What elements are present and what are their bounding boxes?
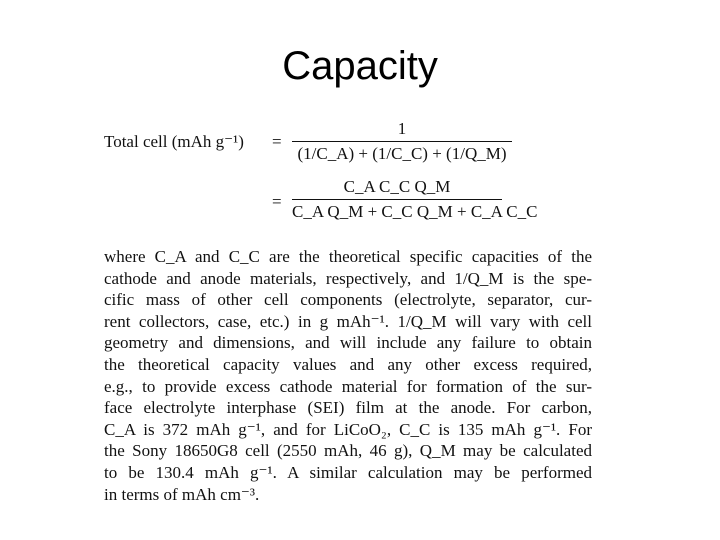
paragraph-line: geometry and dimensions, and will include any failure to obtain <box>104 333 592 353</box>
equals-sign: = <box>272 192 282 211</box>
fraction-bar <box>292 141 512 142</box>
fraction-numerator: 1 <box>397 119 407 138</box>
paragraph-line: in terms of mAh cm⁻³. <box>104 484 260 504</box>
equals-sign: = <box>272 132 282 151</box>
capacity-equation <box>104 118 604 230</box>
fraction-product-form <box>292 176 538 223</box>
paragraph-line: cathode and anode materials, respectively, and 1/Q_M is the spe- <box>104 268 592 288</box>
fraction-bar <box>292 199 502 200</box>
fraction-numerator: C_A C_C Q_M <box>343 177 451 196</box>
paragraph-line: rent collectors, case, etc.) in g mAh⁻¹. 1/Q_M will vary with cell <box>104 311 592 331</box>
paragraph-line: the theoretical capacity values and any other excess required, <box>104 354 592 374</box>
paragraph-line: e.g., to provide excess cathode material for formation of the sur- <box>104 376 592 396</box>
paragraph-line: cific mass of other cell components (electrolyte, separator, cur- <box>104 290 592 310</box>
paragraph-line: face electrolyte interphase (SEI) film at the anode. For carbon, <box>104 398 592 418</box>
explanation-paragraph <box>104 246 592 505</box>
paragraph-line: to be 130.4 mAh g⁻¹. A similar calculation may be performed <box>104 462 592 482</box>
fraction-reciprocal-sum <box>292 118 512 165</box>
paragraph-line: C_A is 372 mAh g⁻¹, and for LiCoO₂, C_C is 135 mAh g⁻¹. For <box>104 419 592 439</box>
slide-title: Capacity <box>282 44 438 88</box>
paragraph-line: where C_A and C_C are the theoretical specific capacities of the <box>104 247 592 266</box>
fraction-denominator: (1/C_A) + (1/C_C) + (1/Q_M) <box>297 144 507 163</box>
paragraph-line: the Sony 18650G8 cell (2550 mAh, 46 g), Q_M may be calculated <box>104 441 592 461</box>
equation-lhs: Total cell (mAh g⁻¹) <box>104 132 244 151</box>
fraction-denominator: C_A Q_M + C_C Q_M + C_A C_C <box>292 202 538 221</box>
